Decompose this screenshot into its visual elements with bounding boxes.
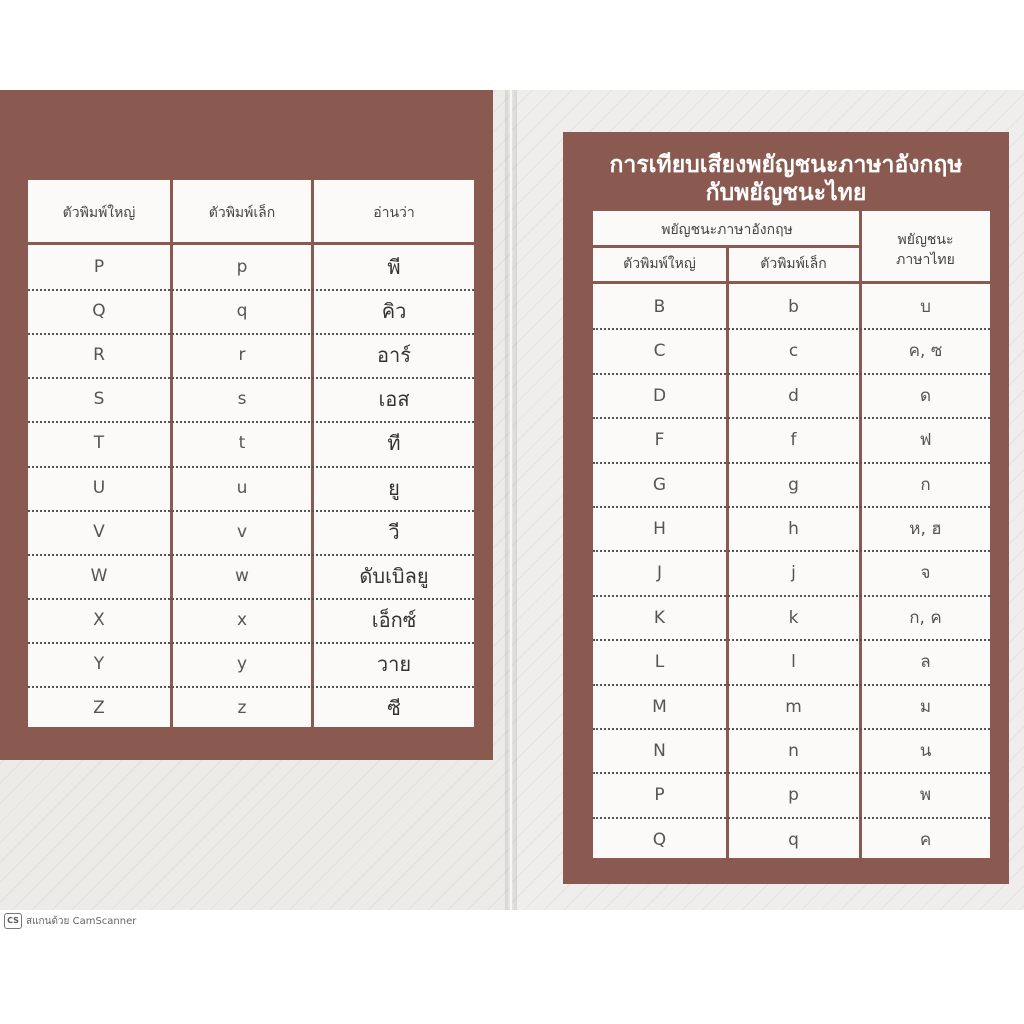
scanner-watermark (4, 913, 136, 929)
right-table-row-divider (593, 772, 990, 774)
left-table-cell: s (237, 389, 247, 410)
left-table-cell: Q (92, 301, 106, 322)
english-consonant-group-header: พยัญชนะภาษาอังกฤษ (661, 222, 793, 238)
right-table-cell: น (919, 741, 932, 761)
right-table-cell: J (656, 563, 662, 584)
left-table-cell: y (236, 653, 248, 674)
right-table-cell: p (788, 785, 799, 806)
right-table-cell: C (653, 341, 666, 362)
right-table-cell: M (652, 696, 667, 717)
left-alphabet-table (28, 180, 474, 727)
left-table-header-cell: ตัวพิมพ์ใหญ่ (62, 205, 136, 221)
right-table-cell: B (653, 297, 666, 317)
left-table-row-divider (28, 510, 474, 512)
right-table-cell: G (652, 474, 667, 495)
right-table-row-divider (593, 373, 990, 375)
right-table-header-divider (593, 281, 990, 284)
left-table-cell: คิว (381, 299, 407, 324)
right-table-cell: h (788, 519, 799, 539)
right-table-cell: l (791, 652, 796, 673)
right-table-cell: c (788, 341, 799, 362)
right-table-cell: ก (920, 474, 931, 495)
left-table-cell: วาย (376, 651, 412, 676)
left-table-cell: r (238, 345, 246, 366)
left-table-cell: p (236, 257, 248, 277)
left-table-row-divider (28, 642, 474, 644)
right-table-cell: k (788, 607, 799, 628)
book-gutter (505, 90, 517, 910)
left-table-cell: x (236, 609, 248, 630)
right-table-cell: ค, ซ (908, 341, 943, 362)
right-table-cell: ค (919, 829, 932, 850)
right-table-subheader-cell: ตัวพิมพ์ใหญ่ (623, 256, 696, 272)
left-table-cell: อาร์ (377, 343, 411, 368)
left-table-row-divider (28, 598, 474, 600)
right-page-title-line2: กับพยัญชนะไทย (705, 180, 867, 206)
right-table-cell: j (791, 563, 796, 584)
right-table-row-divider (593, 550, 990, 552)
right-table-row-divider (593, 462, 990, 464)
right-table-cell: Q (652, 829, 667, 850)
right-page-title-line1: การเทียบเสียงพยัญชนะภาษาอังกฤษ (609, 152, 963, 178)
right-table-cell: ก, ค (909, 607, 942, 628)
right-table-cell: ม (919, 696, 932, 717)
left-table-header-cell: ตัวพิมพ์เล็ก (208, 205, 276, 221)
right-table-cell: D (652, 385, 667, 406)
left-table-header-divider (28, 242, 474, 245)
right-table-row-divider (593, 595, 990, 597)
right-table-cell: b (788, 297, 799, 317)
left-table-cell: W (90, 565, 108, 586)
left-table-cell: Y (93, 653, 105, 674)
thai-consonant-header-line1: พยัญชนะ (897, 232, 954, 248)
right-table-cell: f (790, 430, 797, 451)
left-table-cell: z (237, 698, 247, 718)
right-table-cell: K (653, 607, 666, 628)
left-table-row-divider (28, 554, 474, 556)
right-table-row-divider (593, 328, 990, 330)
right-table-cell: N (653, 741, 666, 761)
right-table-cell: H (653, 519, 666, 539)
left-table-cell: พี (387, 255, 401, 279)
right-table-cell: พ (919, 785, 932, 806)
left-table-cell: v (236, 521, 248, 542)
left-table-row-divider (28, 466, 474, 468)
left-table-cell: P (93, 257, 105, 277)
left-table-cell: t (238, 433, 246, 454)
left-table-cell: ดับเบิลยู (359, 563, 429, 588)
right-table-row-divider (593, 817, 990, 819)
left-table-cell: ซี (387, 696, 401, 720)
right-table-cell: L (654, 652, 665, 673)
right-table-row-divider (593, 684, 990, 686)
watermark-text: สแกนด้วย CamScanner (26, 915, 137, 927)
left-table-cell: ยู (388, 475, 400, 500)
right-table-cell: g (788, 474, 799, 495)
right-table-row-divider (593, 728, 990, 730)
left-table-cell: Z (93, 698, 105, 718)
right-table-cell: ฟ (919, 430, 932, 451)
left-table-cell: T (93, 433, 105, 454)
camscanner-logo-icon: CS (4, 913, 22, 929)
left-table-cell: V (93, 521, 105, 542)
right-table-cell: จ (920, 563, 931, 584)
left-table-row-divider (28, 289, 474, 291)
left-table-cell: เอ็กซ์ (371, 607, 417, 632)
right-table-cell: q (788, 829, 799, 850)
left-table-cell: R (93, 345, 105, 366)
left-table-cell: X (93, 609, 105, 630)
left-table-row-divider (28, 421, 474, 423)
left-table-row-divider (28, 333, 474, 335)
right-table-row-divider (593, 506, 990, 508)
right-table-cell: ด (919, 385, 932, 406)
right-table-cell: n (788, 741, 799, 761)
left-table-cell: q (236, 301, 248, 322)
right-table-row-divider (593, 639, 990, 641)
thai-consonant-header-line2: ภาษาไทย (896, 252, 955, 268)
right-table-cell: m (785, 696, 802, 717)
left-table-cell: S (93, 389, 105, 410)
right-table-row-divider (593, 417, 990, 419)
left-table-cell: U (92, 477, 106, 498)
right-table-cell: F (654, 430, 665, 451)
right-table-cell: d (788, 385, 799, 406)
left-table-cell: w (235, 565, 249, 586)
left-table-header-cell: อ่านว่า (373, 205, 415, 221)
right-table-cell: ห, ฮ (909, 519, 942, 539)
left-table-row-divider (28, 377, 474, 379)
left-table-row-divider (28, 686, 474, 688)
right-table-cell: บ (920, 297, 931, 317)
left-table-cell: u (236, 477, 248, 498)
left-table-cell: เอส (378, 387, 410, 412)
right-table-cell: ล (920, 652, 931, 673)
right-table-subheader-cell: ตัวพิมพ์เล็ก (760, 256, 827, 272)
right-table-cell: P (654, 785, 665, 806)
right-consonant-table (593, 211, 990, 858)
left-table-cell: ที (387, 431, 401, 456)
left-table-cell: วี (388, 519, 400, 544)
